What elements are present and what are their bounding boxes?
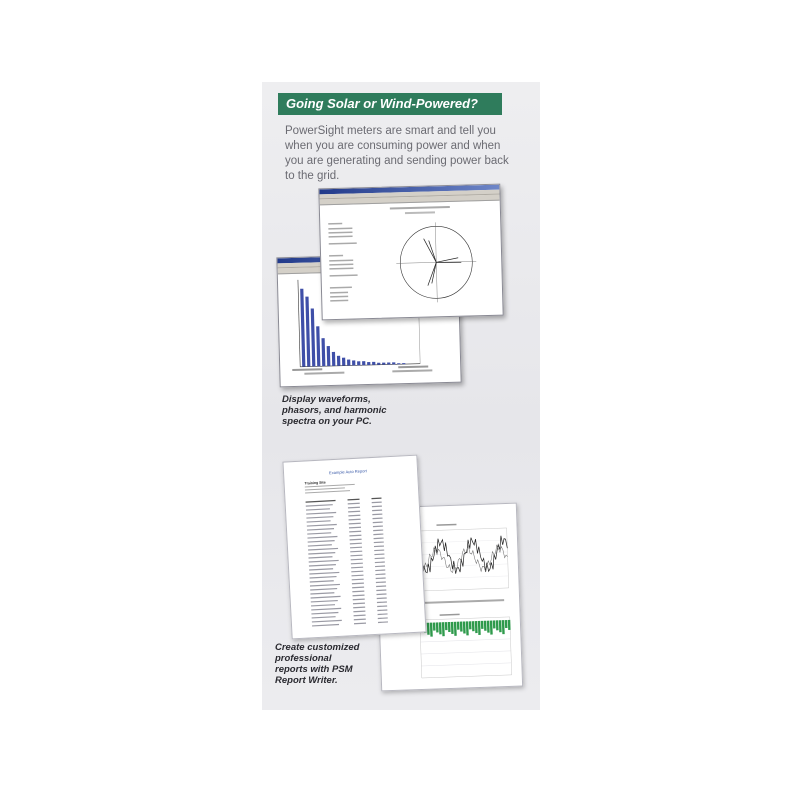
- harmonic-bar: [332, 352, 336, 366]
- table-cell: [312, 616, 336, 618]
- table-cell: [377, 601, 387, 603]
- harmonic-bar: [305, 297, 310, 367]
- table-cell: [348, 503, 360, 505]
- table-cell: [373, 521, 383, 523]
- table-cell: [309, 564, 336, 567]
- report-green-bar: [463, 621, 466, 633]
- table-cell: [310, 588, 337, 591]
- table-cell: [377, 597, 387, 599]
- table-cell: [378, 621, 388, 623]
- table-cell: [353, 603, 365, 605]
- table-cell: [309, 572, 339, 575]
- report-green-bar: [457, 622, 460, 630]
- table-cell: [375, 557, 385, 559]
- table-cell: [306, 512, 336, 515]
- caption-line: Report Writer.: [275, 675, 338, 686]
- table-cell: [348, 507, 360, 509]
- table-cell: [307, 520, 331, 522]
- caption-pc-display: [282, 394, 387, 427]
- table-cell: [308, 556, 332, 558]
- table-cell: [353, 611, 365, 613]
- harmonic-bar: [311, 308, 316, 366]
- caption-line: reports with PSM: [275, 664, 353, 675]
- table-cell: [351, 567, 363, 569]
- report-green-bar: [448, 622, 451, 632]
- report-green-bar: [490, 621, 493, 635]
- harmonic-bar: [347, 360, 350, 366]
- table-cell: [373, 525, 383, 527]
- table-cell: [376, 577, 386, 579]
- table-cell: [347, 499, 359, 501]
- harmonic-bar: [367, 362, 370, 365]
- table-cell: [374, 549, 384, 551]
- caption-line: Create customized: [275, 642, 360, 653]
- table-cell: [311, 604, 335, 606]
- table-cell: [310, 592, 334, 594]
- report-green-bar: [433, 622, 436, 630]
- report-green-bar: [445, 622, 448, 630]
- harmonic-bar: [316, 326, 320, 366]
- table-cell: [376, 585, 386, 587]
- table-cell: [309, 560, 339, 563]
- table-cell: [307, 528, 334, 531]
- table-cell: [307, 524, 337, 527]
- table-cell: [375, 565, 385, 567]
- table-cell: [350, 539, 362, 541]
- table-cell: [372, 510, 382, 512]
- harmonic-bar: [327, 346, 331, 366]
- caption-line: Display waveforms,: [282, 394, 371, 405]
- table-cell: [351, 559, 363, 561]
- table-cell: [374, 541, 384, 543]
- report-green-bar: [487, 621, 490, 633]
- table-cell: [378, 617, 388, 619]
- table-cell: [350, 551, 362, 553]
- harmonic-bar: [300, 289, 305, 367]
- report-green-bar: [454, 622, 457, 636]
- table-cell: [352, 591, 364, 593]
- table-cell: [308, 548, 338, 551]
- table-cell: [306, 516, 333, 519]
- report-green-bar: [436, 622, 439, 632]
- table-cell: [312, 620, 342, 623]
- table-cell: [377, 605, 387, 607]
- table-cell: [351, 563, 363, 565]
- phasor-plot: [320, 199, 503, 320]
- table-cell: [350, 543, 362, 545]
- harmonic-bar: [397, 363, 400, 364]
- report-green-bar: [493, 620, 496, 628]
- report-green-bar: [472, 621, 475, 631]
- report-subtitle: Training Site: [304, 480, 326, 486]
- table-cell: [311, 600, 338, 603]
- table-cell: [378, 613, 388, 615]
- table-cell: [354, 619, 366, 621]
- harmonic-bar: [342, 358, 345, 366]
- caption-line: spectra on your PC.: [282, 416, 372, 427]
- caption-report-writer: [275, 642, 359, 686]
- report-green-bar: [430, 623, 433, 637]
- harmonic-bar: [352, 360, 355, 365]
- harmonic-bar: [377, 363, 380, 365]
- banner-title: Going Solar or Wind-Powered?: [286, 96, 478, 111]
- table-cell: [372, 502, 382, 504]
- table-cell: [376, 589, 386, 591]
- table-cell: [375, 561, 385, 563]
- report-green-bar: [478, 621, 481, 635]
- table-cell: [312, 624, 339, 627]
- table-cell: [376, 593, 386, 595]
- table-cell: [350, 555, 362, 557]
- table-cell: [377, 609, 387, 611]
- table-cell: [306, 504, 333, 507]
- table-cell: [307, 536, 337, 539]
- report-green-bar: [484, 621, 487, 631]
- table-cell: [351, 575, 363, 577]
- phasor-diagram-window: [318, 184, 503, 321]
- report-green-bar: [496, 620, 499, 630]
- table-cell: [352, 579, 364, 581]
- table-cell: [348, 515, 360, 517]
- table-cell: [306, 500, 336, 503]
- table-cell: [310, 584, 340, 587]
- table-cell: [353, 607, 365, 609]
- table-cell: [374, 553, 384, 555]
- table-cell: [354, 623, 366, 625]
- report-green-bar: [442, 622, 445, 636]
- harmonic-bar: [382, 363, 385, 365]
- table-cell: [308, 552, 335, 555]
- report-green-bar: [481, 621, 484, 629]
- report-green-bar: [451, 622, 454, 634]
- report-green-bar: [427, 623, 430, 635]
- table-cell: [308, 544, 332, 546]
- report-green-bar: [505, 620, 508, 628]
- table-cell: [353, 595, 365, 597]
- table-cell: [311, 612, 338, 615]
- caption-line: phasors, and harmonic: [282, 405, 387, 416]
- table-cell: [373, 529, 383, 531]
- table-cell: [349, 527, 361, 529]
- table-cell: [352, 583, 364, 585]
- report-green-bar: [460, 622, 463, 632]
- report-green-bar: [499, 620, 502, 632]
- table-cell: [310, 576, 337, 579]
- report-green-bar: [466, 621, 469, 635]
- table-cell: [310, 580, 334, 582]
- table-cell: [372, 506, 382, 508]
- report-table: [283, 456, 425, 639]
- report-green-bar: [508, 620, 511, 630]
- table-cell: [374, 545, 384, 547]
- table-cell: [348, 511, 360, 513]
- table-cell: [306, 508, 330, 510]
- table-cell: [373, 517, 383, 519]
- report-green-bar: [439, 622, 442, 634]
- report-green-bar: [475, 621, 478, 633]
- table-cell: [353, 599, 365, 601]
- table-cell: [371, 498, 381, 500]
- table-cell: [309, 568, 333, 570]
- table-cell: [351, 571, 363, 573]
- table-cell: [373, 533, 383, 535]
- report-green-bar: [502, 620, 505, 634]
- table-cell: [375, 569, 385, 571]
- report-title: Example Auto Report: [328, 468, 367, 476]
- table-cell: [349, 523, 361, 525]
- report-green-bar: [469, 621, 472, 629]
- harmonic-bar: [387, 362, 390, 364]
- table-cell: [308, 540, 335, 543]
- table-cell: [352, 587, 364, 589]
- harmonic-bar: [392, 362, 395, 364]
- table-cell: [349, 519, 361, 521]
- table-cell: [374, 537, 384, 539]
- table-cell: [376, 581, 386, 583]
- table-cell: [311, 596, 341, 599]
- harmonic-bar: [372, 362, 375, 365]
- harmonic-bar: [357, 361, 360, 365]
- table-cell: [354, 615, 366, 617]
- harmonic-bar: [337, 356, 340, 366]
- intro-paragraph: PowerSight meters are smart and tell you when you are consuming power and when you are generating and sending power back to the grid.: [285, 125, 509, 182]
- table-cell: [349, 535, 361, 537]
- table-cell: [372, 513, 382, 515]
- table-cell: [307, 532, 331, 534]
- table-cell: [311, 608, 341, 611]
- caption-line: professional: [275, 653, 332, 664]
- section-banner: [278, 93, 502, 115]
- harmonic-bar: [362, 361, 365, 365]
- harmonic-bar: [321, 338, 325, 366]
- table-cell: [375, 573, 385, 575]
- table-cell: [349, 531, 361, 533]
- report-table-page: [282, 455, 426, 640]
- harmonic-bar: [402, 363, 405, 364]
- report-table-rows: [306, 498, 388, 627]
- table-cell: [350, 547, 362, 549]
